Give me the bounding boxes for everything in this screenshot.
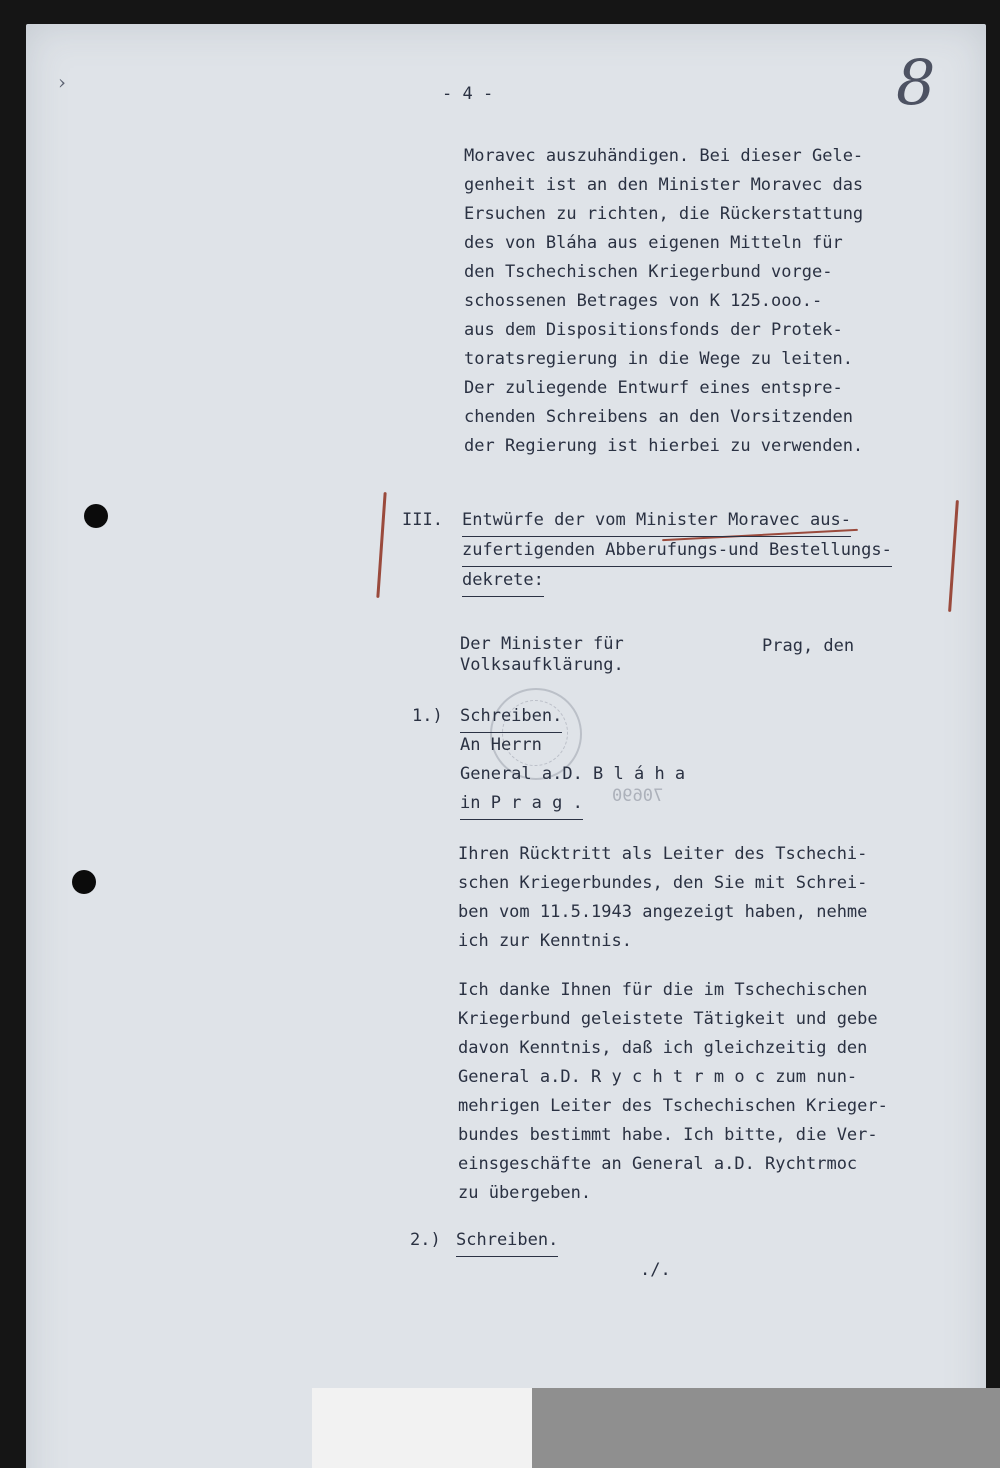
address-line: in P r a g . xyxy=(460,789,583,820)
section-heading-line: Entwürfe der vom Minister Moravec aus- xyxy=(462,506,851,537)
text-line: mehrigen Leiter des Tschechischen Krieger- xyxy=(458,1096,888,1116)
text-line: General a.D. R y c h t r m o c zum nun- xyxy=(458,1067,858,1087)
text-line: den Tschechischen Kriegerbund vorge- xyxy=(464,262,833,282)
text-line: Ich danke Ihnen für die im Tschechischen xyxy=(458,980,868,1000)
address-line: General a.D. B l á h a xyxy=(460,764,686,784)
item-number: 1.) xyxy=(412,706,443,726)
section-heading-line: zufertigenden Abberufungs-und Bestellungs- xyxy=(462,536,892,567)
letterhead-sender: Volksaufklärung. xyxy=(460,655,624,675)
text-line: Moravec auszuhändigen. Bei dieser Gele- xyxy=(464,146,864,166)
text-line: bundes bestimmt habe. Ich bitte, die Ver- xyxy=(458,1125,878,1145)
text-line: zu übergeben. xyxy=(458,1183,592,1203)
handwritten-folio-number: 8 xyxy=(896,46,936,119)
continued-mark: ./. xyxy=(640,1260,671,1280)
text-line: chenden Schreibens an den Vorsitzenden xyxy=(464,407,853,427)
text-line: aus dem Dispositionsfonds der Protek- xyxy=(464,320,843,340)
text-line: Ihren Rücktritt als Leiter des Tschechi- xyxy=(458,844,868,864)
page-number: - 4 - xyxy=(442,84,494,104)
text-line: Ersuchen zu richten, die Rückerstattung xyxy=(464,204,864,224)
section-heading-line: dekrete: xyxy=(462,566,544,597)
item-number: 2.) xyxy=(410,1230,441,1250)
punch-hole-top xyxy=(84,504,108,528)
margin-tick-mark: › xyxy=(58,70,66,94)
section-numeral: III. xyxy=(402,510,443,530)
letter-title: Schreiben. xyxy=(460,702,562,733)
text-line: ben vom 11.5.1943 angezeigt haben, nehme xyxy=(458,902,868,922)
text-line: toratsregierung in die Wege zu leiten. xyxy=(464,349,853,369)
letterhead-sender: Der Minister für xyxy=(460,634,624,654)
faded-reverse-number: 70690 xyxy=(612,786,664,806)
scan-calibration-card-white xyxy=(312,1388,532,1468)
text-line: Kriegerbund geleistete Tätigkeit und gebe xyxy=(458,1009,878,1029)
text-line: genheit ist an den Minister Moravec das xyxy=(464,175,864,195)
letterhead-place-date: Prag, den xyxy=(762,636,855,656)
text-line: davon Kenntnis, daß ich gleichzeitig den xyxy=(458,1038,868,1058)
text-line: schossenen Betrages von K 125.ooo.- xyxy=(464,291,823,311)
text-line: des von Bláha aus eigenen Mitteln für xyxy=(464,233,843,253)
punch-hole-bottom xyxy=(72,870,96,894)
text-line: Der zuliegende Entwurf eines entspre- xyxy=(464,378,843,398)
text-line: schen Kriegerbundes, den Sie mit Schrei- xyxy=(458,873,868,893)
address-line: An Herrn xyxy=(460,735,542,755)
letter-title: Schreiben. xyxy=(456,1226,558,1257)
text-line: einsgeschäfte an General a.D. Rychtrmoc xyxy=(458,1154,858,1174)
text-line: der Regierung ist hierbei zu verwenden. xyxy=(464,436,864,456)
text-line: ich zur Kenntnis. xyxy=(458,931,632,951)
scan-calibration-card-gray xyxy=(532,1388,1000,1468)
